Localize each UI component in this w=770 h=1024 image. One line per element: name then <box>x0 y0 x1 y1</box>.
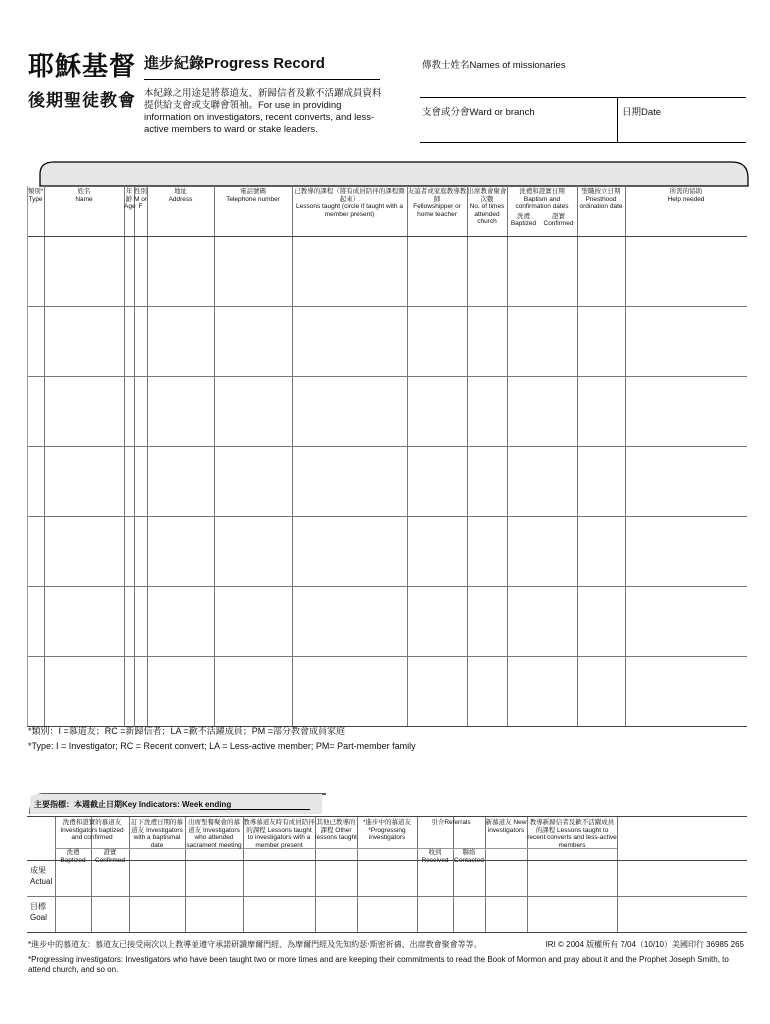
column-header-zh: 已教導的課程（將有成員陪伴的課程圈起來） <box>294 188 405 203</box>
copyright: IRI © 2004 版權所有 7/04（10/10）美國印行 36985 265 <box>545 940 744 949</box>
ki-row-divider <box>27 896 747 897</box>
church-name-line2: 後期聖徒教會 <box>28 91 136 111</box>
ki-row-label-zh: 目標 <box>30 902 46 911</box>
column-header-8 <box>467 188 507 234</box>
column-header-10 <box>577 188 625 234</box>
ki-column-divider <box>617 816 618 932</box>
column-header-en: Address <box>168 195 193 203</box>
column-divider <box>467 186 468 726</box>
ki-group-header: 新慕道友 New investigators <box>485 819 527 834</box>
column-header-en: Help needed <box>667 195 705 203</box>
main-table-banner <box>26 160 750 188</box>
page-title: 進步紀錄Progress Record <box>144 52 380 80</box>
column-header-zh: 洗禮和證實日期 <box>519 188 565 195</box>
column-header-zh: 姓名 <box>77 188 91 195</box>
row-divider <box>27 586 747 587</box>
ki-group-header: 教導新歸信者及歉不活躍成員的課程 Lessons taught to recent converts and less-active members <box>527 819 617 849</box>
ki-group-header: *進步中的慕道友 *Progressing investigators <box>362 819 412 841</box>
ki-row-label-en: Goal <box>30 913 47 922</box>
column-divider <box>577 186 578 726</box>
column-header-0 <box>27 188 44 234</box>
column-header-2 <box>124 188 134 234</box>
baptism-subheader: 洗禮Baptized <box>510 212 537 227</box>
row-divider <box>27 446 747 447</box>
column-header-zh: 性別 <box>134 188 147 195</box>
type-footnote-en: *Type: I = Investigator; RC = Recent convert; LA = Less-active member; PM= Part-member family <box>28 741 416 751</box>
column-header-7 <box>407 188 467 234</box>
progressing-note-en: *Progressing investigators: Investigators who have been taught two or more times and are keeping their commitments to read the Book of Mormon and pray about it and the Prophet Joseph Smith, to attend church, and so on. <box>28 955 729 974</box>
column-header-zh: 所需的協助 <box>669 188 703 195</box>
ki-sub-divider <box>55 848 617 849</box>
column-header-en: Baptism and confirmation dates <box>515 195 569 210</box>
column-divider <box>292 186 293 726</box>
row-divider <box>27 656 747 657</box>
ki-subheader: 收到Received <box>421 849 449 864</box>
ward-date-divider <box>617 97 618 142</box>
header-divider <box>27 236 747 237</box>
ki-group-header: 教導慕道友時有成員陪伴的課程 Lessons taught to investigators with a member present <box>243 819 315 849</box>
ward-label: 支會或分會Ward or branch <box>422 107 535 118</box>
column-header-6 <box>292 188 407 234</box>
ward-line <box>420 142 746 143</box>
row-divider <box>27 306 747 307</box>
ki-subheader: 證實Confirmed <box>95 849 125 864</box>
ki-group-header: 其他已教導的課程 Other lessons taught <box>315 819 357 841</box>
column-divider <box>134 186 135 726</box>
ki-group-header: 訂下洗禮日期的慕道友 Investigators with a baptismal date <box>131 819 183 849</box>
column-header-5 <box>214 188 292 234</box>
row-divider <box>27 516 747 517</box>
column-divider <box>147 186 148 726</box>
column-divider <box>44 186 45 726</box>
column-header-zh: 類別* <box>27 188 44 195</box>
column-divider <box>214 186 215 726</box>
column-divider <box>407 186 408 726</box>
table-left-edge <box>27 186 28 726</box>
progress-table <box>27 186 747 726</box>
ki-row-label-en: Actual <box>30 877 53 886</box>
key-indicators-table <box>27 816 747 932</box>
column-divider <box>507 186 508 726</box>
ki-bottom <box>27 932 747 933</box>
column-header-en: Fellowshipper or home teacher <box>413 203 461 218</box>
column-header-11 <box>625 188 747 234</box>
column-header-en: Type <box>28 195 43 203</box>
column-divider <box>124 186 125 726</box>
baptism-subheaders <box>507 213 577 228</box>
week-ending-line <box>200 809 310 810</box>
column-header-zh: 年齡 <box>125 188 133 203</box>
column-header-en: Lessons taught (circle if taught with a member present) <box>296 203 403 218</box>
column-divider <box>625 186 626 726</box>
ki-row-label-zh: 成果 <box>30 866 46 875</box>
type-footnote-zh: *類別：I =慕道友；RC =新歸信者；LA =歉不活躍成員；PM =部分教會成員家庭 <box>28 726 346 736</box>
key-indicators-heading: 主要指標：本週截止日期Key Indicators: Week ending <box>34 800 232 809</box>
ki-group-header: 引介Referrals <box>431 819 471 826</box>
column-header-9 <box>507 188 577 234</box>
ki-subheader: 洗禮Baptized <box>60 849 86 864</box>
missionaries-label: 傳教士姓名Names of missionaries <box>422 60 566 71</box>
column-header-zh: 電話號碼 <box>240 188 266 195</box>
ki-top <box>27 816 747 817</box>
row-divider <box>27 376 747 377</box>
column-header-zh: 友誼者或家庭教導教師 <box>407 188 467 203</box>
baptism-subheader: 證實Confirmed <box>543 212 574 227</box>
column-header-zh: 地址 <box>174 188 187 195</box>
column-header-en: No. of times attended church <box>469 203 505 225</box>
column-header-4 <box>147 188 214 234</box>
column-header-en: Age <box>124 203 136 210</box>
column-header-zh: 聖職按立日期 <box>581 188 621 195</box>
column-header-1 <box>44 188 124 234</box>
ki-group-header: 洗禮和證實的慕道友 Investigators baptized and confirmed <box>60 819 124 841</box>
column-header-en: Priesthood ordination date <box>579 195 623 210</box>
date-label: 日期Date <box>622 107 662 118</box>
missionaries-line <box>420 97 746 98</box>
instructions-text: 本紀錄之用途是將慕道友、新歸信者及歉不活躍成員資料提供給支會或支聯會領袖。For use in providing information on investigators, recent converts, and less-active members to ward or stake leaders. <box>144 88 382 135</box>
progressing-note-zh: *進步中的慕道友：慕道友已接受兩次以上教導並遵守承諾研讀摩爾門經、為摩爾門經及先知約瑟‧斯密祈禱、出席教會聚會等等。 <box>28 940 482 949</box>
column-header-3 <box>134 188 147 234</box>
column-header-en: Telephone number <box>226 195 280 203</box>
ki-group-header: 出席聖餐聚會的慕道友 Investigators who attended sacrament meeting <box>186 819 242 849</box>
column-header-zh: 出席教會聚會次數 <box>467 188 507 203</box>
ki-subheader: 聯絡Contacted <box>454 849 484 864</box>
column-header-en: M or F <box>134 195 147 210</box>
church-name-line1: 耶穌基督 <box>28 52 137 82</box>
ki-header-divider <box>27 860 747 861</box>
column-header-en: Name <box>75 195 93 203</box>
